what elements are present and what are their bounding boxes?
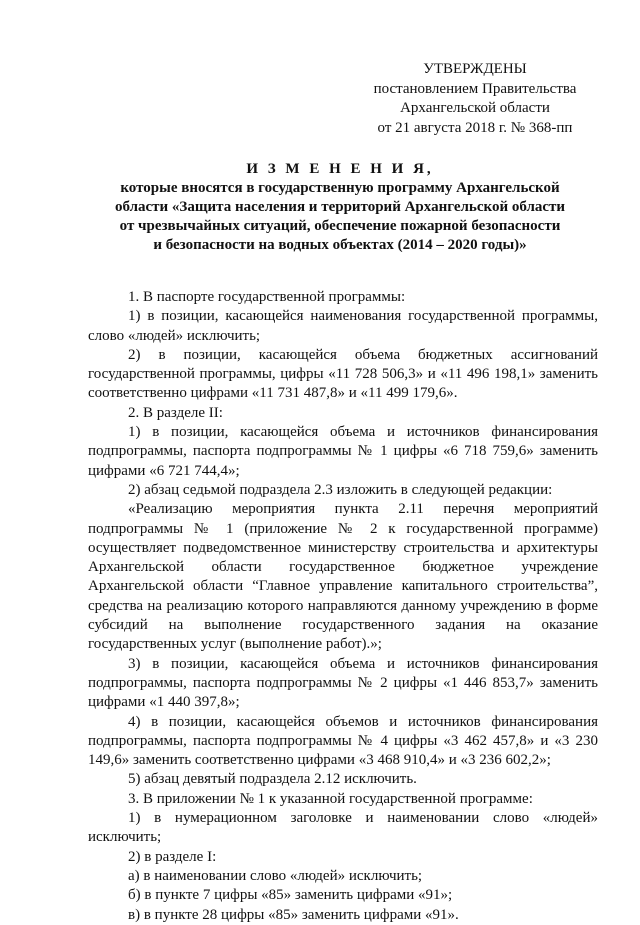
title-line: которые вносятся в государственную программу Архангельской: [120, 180, 560, 196]
paragraph: «Реализацию мероприятия пункта 2.11 перечня мероприятий подпрограммы № 1 (приложение № 2 к государственной программе) осуществляет подведомственное министерству строительства и архитектуры Архангельской области государственное бюджетное учреждение Архангельской области “Главное управление капитального строительства”, средства на реализацию которого направляются данному учреждению в форме субсидий на выполнение государственного задания на оказание государственных услуг (выполнение работ).»;: [88, 501, 598, 653]
paragraph: 2) в разделе I:: [128, 848, 217, 865]
title-line: и безопасности на водных объектах (2014 – 2020 годы)»: [153, 237, 527, 253]
paragraph: 2) в позиции, касающейся объема бюджетных ассигнований государственной программы, цифры «11 728 506,3» и «11 496 198,1» заменить соответственно цифрами «11 731 487,8» и «11 499 179,6».: [88, 346, 598, 402]
paragraph: 5) абзац девятый подраздела 2.12 исключить.: [128, 771, 417, 788]
paragraph: 2) абзац седьмой подраздела 2.3 изложить в следующей редакции:: [128, 481, 553, 498]
paragraph: 2. В разделе II:: [128, 404, 223, 421]
approval-region: Архангельской области: [400, 100, 550, 116]
approval-by: постановлением Правительства: [373, 80, 577, 97]
title-heading: И З М Е Н Е Н И Я,: [246, 161, 434, 177]
paragraph: 1) в позиции, касающейся объема и источников финансирования подпрограммы, паспорта подпрограммы № 1 цифры «6 718 759,6» заменить цифрами «6 721 744,4»;: [88, 424, 598, 479]
paragraph: в) в пункте 28 цифры «85» заменить цифрами «91».: [128, 906, 459, 923]
paragraph: б) в пункте 7 цифры «85» заменить цифрами «91»;: [128, 887, 453, 904]
approval-date: от 21 августа 2018 г. № 368-пп: [377, 119, 573, 136]
approval-stamp: [360, 60, 590, 138]
document-body: [88, 288, 598, 925]
paragraph: а) в наименовании слово «людей» исключить;: [128, 867, 423, 884]
document-title: [70, 160, 610, 255]
approval-title: УТВЕРЖДЕНЫ: [423, 61, 527, 77]
paragraph: 4) в позиции, касающейся объемов и источников финансирования подпрограммы, паспорта подпрограммы № 4 цифры «3 462 457,8» и «3 230 149,6» заменить соответственно цифрами «3 468 910,4» и «3 236 602,2»;: [88, 713, 598, 769]
paragraph: 1) в позиции, касающейся наименования государственной программы, слово «людей» исключить;: [88, 308, 598, 344]
paragraph: 3) в позиции, касающейся объема и источников финансирования подпрограммы, паспорта подпрограммы № 2 цифры «1 446 853,7» заменить цифрами «1 440 397,8»;: [88, 655, 598, 711]
paragraph: 3. В приложении № 1 к указанной государственной программе:: [128, 790, 533, 807]
paragraph: 1. В паспорте государственной программы:: [128, 289, 406, 305]
title-line: от чрезвычайных ситуаций, обеспечение пожарной безопасности: [119, 218, 561, 234]
paragraph: 1) в нумерационном заголовке и наименовании слово «людей» исключить;: [88, 810, 598, 846]
title-line: области «Защита населения и территорий Архангельской области: [114, 199, 566, 215]
